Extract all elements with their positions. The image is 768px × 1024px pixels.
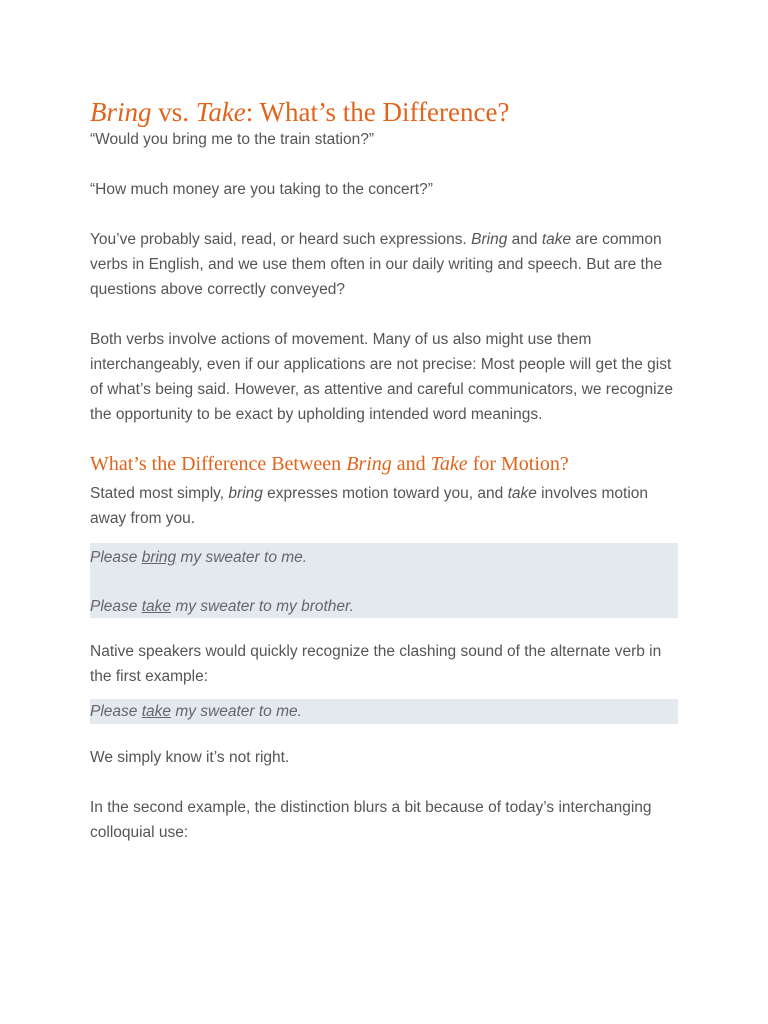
example-quote-2: “How much money are you taking to the concert?” — [90, 181, 433, 198]
term-bring: Bring — [471, 231, 508, 248]
heading-text: and — [391, 453, 431, 475]
term-bring: bring — [228, 485, 263, 502]
underlined-verb: take — [141, 598, 172, 615]
text-span: are common verbs in English, and we use them often in our daily writing and speech. But are the questions above correctly conveyed? — [90, 231, 663, 298]
text-span: my sweater to me. — [171, 703, 302, 720]
term-take: take — [541, 231, 572, 248]
example-line-2 — [90, 594, 678, 619]
underlined-verb: bring — [141, 549, 177, 566]
title-word-bring: Bring — [90, 97, 152, 127]
text-span: Please — [90, 598, 142, 615]
intro-paragraph — [90, 227, 678, 302]
text-span: expresses motion toward you, and — [262, 485, 508, 502]
native-speakers-paragraph: Native speakers would quickly recognize the clashing sound of the alternate verb in the first example: — [90, 643, 662, 685]
article-body — [90, 92, 678, 845]
not-right-paragraph: We simply know it’s not right. — [90, 749, 290, 766]
example-line-3 — [90, 699, 678, 724]
title-rest: : What’s the Difference? — [245, 97, 510, 127]
example-quote-1: “Would you bring me to the train station?” — [90, 131, 375, 148]
title-word-take: Take — [195, 97, 246, 127]
second-example-paragraph: In the second example, the distinction blurs a bit because of today’s interchanging colloquial use: — [90, 799, 652, 841]
text-span: and — [507, 231, 542, 248]
section-heading — [90, 449, 678, 479]
text-span: my sweater to me. — [176, 549, 308, 566]
text-span: You’ve probably said, read, or heard such expressions. — [90, 231, 472, 248]
heading-term-take: Take — [430, 453, 468, 475]
term-take: take — [507, 485, 537, 502]
example-box-1 — [90, 543, 678, 618]
title-vs: vs. — [151, 97, 196, 127]
definition-paragraph — [90, 481, 678, 531]
text-span: Please — [90, 703, 142, 720]
heading-term-bring: Bring — [346, 453, 392, 475]
heading-text: What’s the Difference Between — [90, 453, 347, 475]
heading-text: for Motion? — [467, 453, 569, 475]
underlined-verb: take — [141, 703, 172, 720]
movement-paragraph: Both verbs involve actions of movement. Many of us also might use them interchangeably, even if our applications are not precise: Most people will get the gist of what’s being said. However, as attentive and careful communicators, we recognize the opportunity to be exact by upholding intended word meanings. — [90, 331, 673, 423]
example-line-1 — [90, 545, 678, 570]
text-span: involves motion away from you. — [90, 485, 649, 527]
text-span: Stated most simply, — [90, 485, 229, 502]
example-box-2 — [90, 699, 678, 724]
page-title — [90, 92, 678, 132]
text-span: Please — [90, 549, 142, 566]
text-span: my sweater to my brother. — [171, 598, 354, 615]
